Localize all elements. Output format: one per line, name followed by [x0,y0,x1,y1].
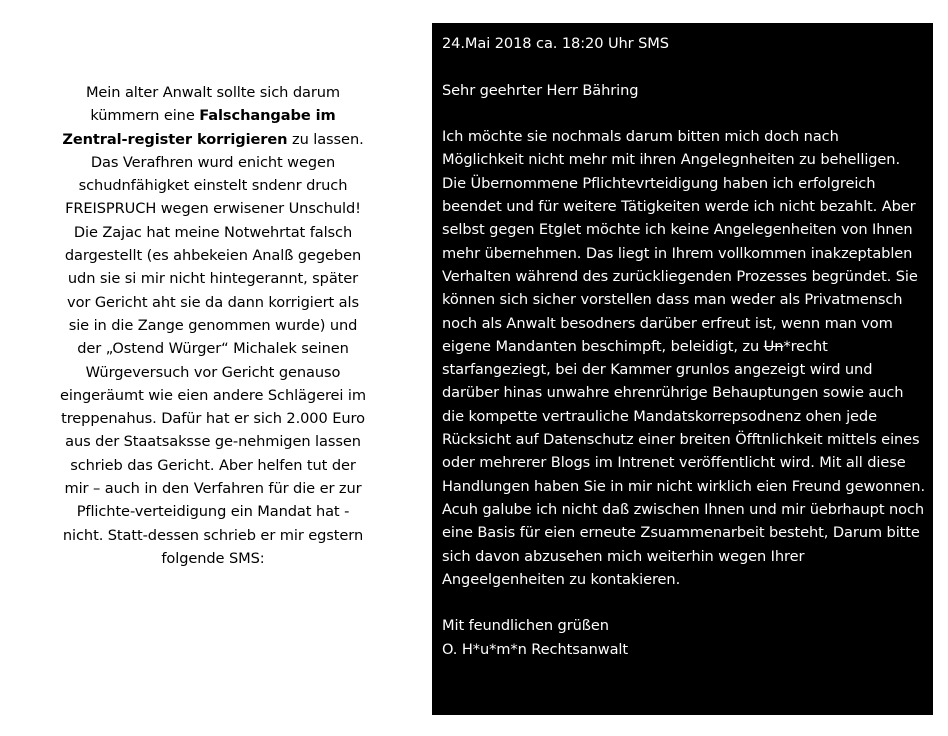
left-commentary [58,81,368,570]
sms-message-box [432,23,933,715]
sms-salutation: Sehr geehrter Herr Bähring [442,81,639,99]
commentary-bold-phrase: Falschangabe im Zentral-register korrigieren [62,107,336,148]
spacer [442,102,925,125]
sms-body [442,125,925,591]
sms-struck-text: Un [763,337,784,355]
sms-header: 24.Mai 2018 ca. 18:20 Uhr SMS [442,35,669,52]
sms-closing: Mit feundlichen grüßen [442,617,609,635]
spacer [442,55,925,78]
sms-body-part-2: *recht starfangeziegt, bei der Kammer grunlos angezeigt wird und darüber hinas unwahre ehrenrührige Behauptungen sowie auch die kompette vertrauliche Mandatskorrepsodnenz ohen jede Rücksicht auf Datenschutz einer breiten Öfftnlichkeit mittels eines oder mehrerer Blogs im Intrenet veröffentlicht wird. Mit all diese Handlungen haben Sie in mir nicht wirklich eien Freund gewonnen. Acuh galube ich nicht daß zwischen Ihnen und mir üebrhaupt noch eine Basis für eien erneute Zsuammenarbeit besteht, Darum bitte sich davon abzusehen mich weiterhin wegen Ihrer Angeelgenheiten zu kontakieren. [442,337,925,588]
commentary-rest: zu lassen. Das Verafhren wurd enicht wegen schudnfähigket einstelt sndenr druch FREISPRUCH wegen erwisener Unschuld! Die Zajac hat meine Notwehrtat falsch dargestellt (es ahbekeien Analß gegeben udn sie si mir nicht hintegerannt, später vor Gericht aht sie da dann korrigiert als sie in die Zange genommen wurde) und der „Ostend Würger“ Michalek seinen Würgeversuch vor Gericht genauso eingeräumt wie eien andere Schlägerei im treppenahus. Dafür hat er sich 2.000 Euro aus der Staatsaksse ge-nehmigen lassen schrieb das Gericht. Aber helfen tut der mir – auch in den Verfahren für die er zur Pflichte-verteidigung ein Mandat hat - nicht. Statt-dessen schrieb er mir egstern folgende SMS: [60,130,366,567]
commentary-intro: Mein alter Anwalt sollte sich darum kümmern eine [85,84,341,125]
sms-body-part-1: Ich möchte sie nochmals darum bitten mich doch nach Möglichkeit nicht mehr mit ihren Angelegnheiten zu behelligen. Die Übernommene Pflichtevrteidigung haben ich erfolgreich beendet und für weitere Tätigkeiten werde ich nicht bezahlt. Aber selbst gegen Etglet möchte ich keine Angelegenheiten von Ihnen mehr übernehmen. Das liegt in Ihrem vollkommen inakzeptablen Verhalten während des zurückliegenden Prozesses begründet. Sie können sich sicher vorstellen dass man weder als Privatmensch noch als Anwalt besodners darüber erfreut ist, wenn man vom eigene Mandanten beschimpft, beleidigt, zu [442,128,918,355]
commentary-paragraph [58,81,368,570]
spacer [442,591,925,614]
sms-signature: O. H*u*m*n Rechtsanwalt [442,640,629,658]
